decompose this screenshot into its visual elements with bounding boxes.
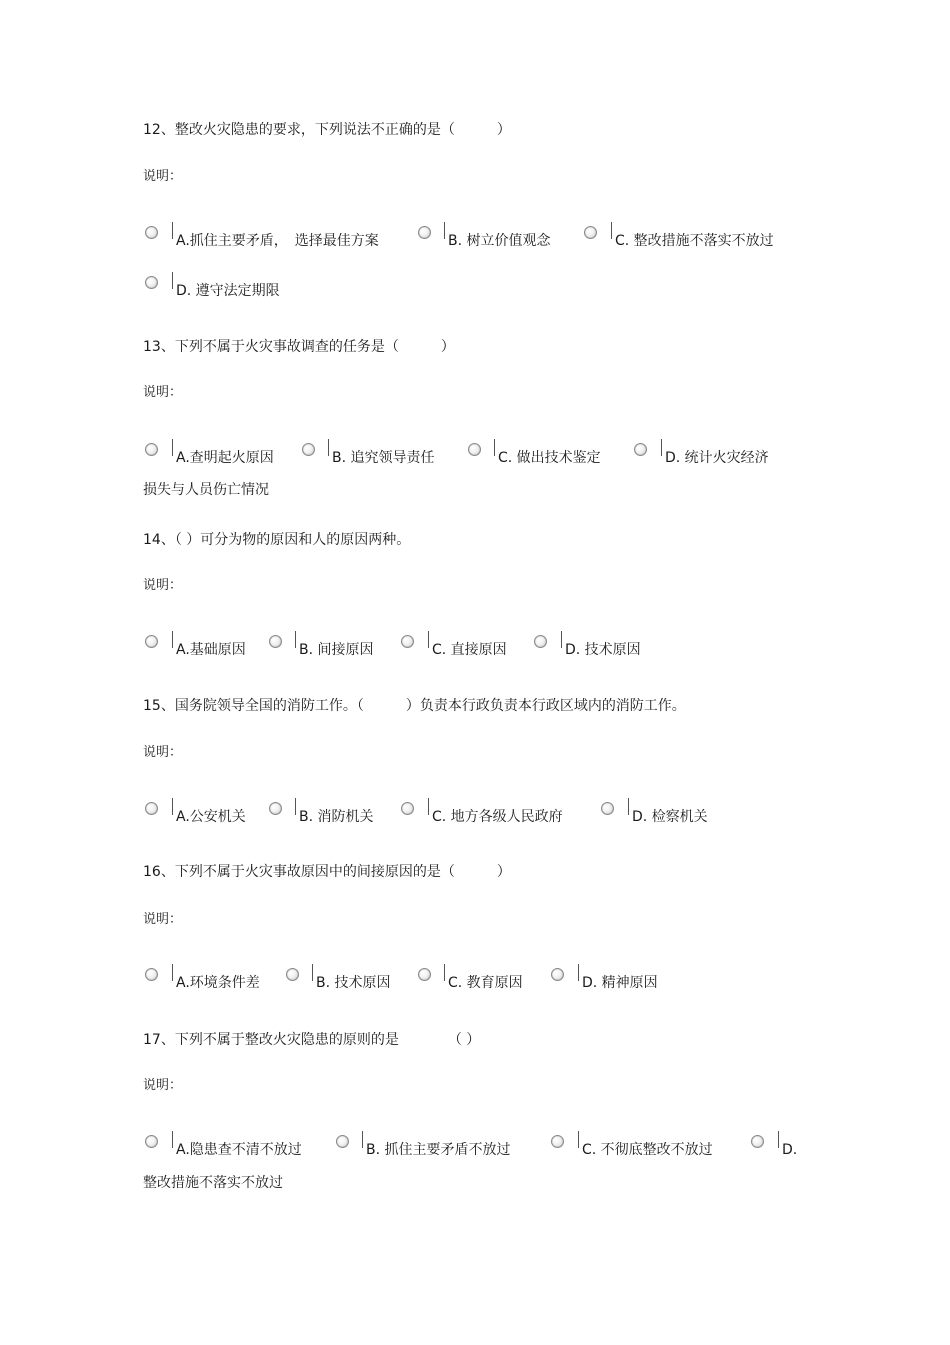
q12-option-b-label: B. 树立价值观念: [448, 233, 551, 249]
q16-option-a-label: A.环境条件差: [176, 975, 260, 991]
q16-option-b-label: B. 技术原因: [316, 975, 391, 991]
q15-option-c-divider: [428, 798, 429, 815]
q17-option-b-radio[interactable]: [336, 1135, 349, 1148]
q16-option-b-radio[interactable]: [286, 968, 299, 981]
question-16-note: 说明：: [143, 912, 183, 927]
q17-option-d-label: D.: [782, 1142, 798, 1158]
q12-option-c-label: C. 整改措施不落实不放过: [615, 233, 774, 249]
question-17-note: 说明：: [143, 1078, 183, 1093]
q13-option-a-divider: [172, 439, 173, 456]
question-15-note: 说明：: [143, 745, 183, 760]
question-13-note: 说明：: [143, 385, 183, 400]
q16-option-b-divider: [312, 964, 313, 981]
question-12-note: 说明：: [143, 169, 183, 184]
q15-option-b-radio[interactable]: [269, 802, 282, 815]
q13-option-d-continuation: 损失与人员伤亡情况: [143, 482, 269, 498]
q12-option-c-divider: [611, 222, 612, 239]
q16-option-d-label: D. 精神原因: [582, 975, 658, 991]
q14-option-a-divider: [172, 631, 173, 648]
q12-option-d-radio[interactable]: [145, 276, 158, 289]
q16-option-c-label: C. 教育原因: [448, 975, 523, 991]
q12-option-a-radio[interactable]: [145, 226, 158, 239]
q17-option-b-divider: [362, 1131, 363, 1148]
q15-option-b-divider: [295, 798, 296, 815]
question-17-title: 17、下列不属于整改火灾隐患的原则的是 （ ）: [143, 1032, 481, 1048]
q13-option-c-divider: [494, 439, 495, 456]
q14-option-b-label: B. 间接原因: [299, 642, 374, 658]
q16-option-a-divider: [172, 964, 173, 981]
q16-option-d-radio[interactable]: [551, 968, 564, 981]
q17-option-d-divider: [778, 1131, 779, 1148]
q14-option-d-divider: [561, 631, 562, 648]
question-14-note: 说明：: [143, 578, 183, 593]
q14-option-c-divider: [428, 631, 429, 648]
q12-option-a-label: A.抓住主要矛盾， 选择最佳方案: [176, 233, 379, 249]
question-13-title: 13、下列不属于火灾事故调查的任务是（ ）: [143, 339, 455, 355]
q12-option-a-divider: [172, 222, 173, 239]
q13-option-c-radio[interactable]: [468, 443, 481, 456]
q13-option-b-divider: [328, 439, 329, 456]
q14-option-c-label: C. 直接原因: [432, 642, 507, 658]
q13-option-a-radio[interactable]: [145, 443, 158, 456]
q15-option-a-radio[interactable]: [145, 802, 158, 815]
q17-option-c-divider: [578, 1131, 579, 1148]
q13-option-c-label: C. 做出技术鉴定: [498, 450, 601, 466]
q15-option-c-label: C. 地方各级人民政府: [432, 809, 563, 825]
q14-option-a-label: A.基础原因: [176, 642, 246, 658]
q15-option-d-divider: [628, 798, 629, 815]
question-15-title: 15、国务院领导全国的消防工作。（ ）负责本行政负责本行政区域内的消防工作。: [143, 698, 686, 714]
q14-option-d-label: D. 技术原因: [565, 642, 641, 658]
q17-option-a-radio[interactable]: [145, 1135, 158, 1148]
q13-option-b-label: B. 追究领导责任: [332, 450, 435, 466]
q16-option-c-divider: [444, 964, 445, 981]
q15-option-c-radio[interactable]: [401, 802, 414, 815]
q14-option-b-radio[interactable]: [269, 635, 282, 648]
q16-option-d-divider: [578, 964, 579, 981]
q17-option-d-continuation: 整改措施不落实不放过: [143, 1175, 283, 1191]
q16-option-a-radio[interactable]: [145, 968, 158, 981]
q17-option-b-label: B. 抓住主要矛盾不放过: [366, 1142, 511, 1158]
q14-option-d-radio[interactable]: [534, 635, 547, 648]
q17-option-a-divider: [172, 1131, 173, 1148]
q17-option-c-label: C. 不彻底整改不放过: [582, 1142, 713, 1158]
question-14-title: 14、（ ）可分为物的原因和人的原因两种。: [143, 532, 411, 548]
q15-option-a-divider: [172, 798, 173, 815]
q13-option-a-label: A.查明起火原因: [176, 450, 274, 466]
q15-option-b-label: B. 消防机关: [299, 809, 374, 825]
q17-option-a-label: A.隐患查不清不放过: [176, 1142, 302, 1158]
q13-option-d-divider: [661, 439, 662, 456]
q12-option-b-divider: [444, 222, 445, 239]
q13-option-d-radio[interactable]: [634, 443, 647, 456]
q15-option-a-label: A.公安机关: [176, 809, 246, 825]
q17-option-d-radio[interactable]: [751, 1135, 764, 1148]
question-16-title: 16、下列不属于火灾事故原因中的间接原因的是（ ）: [143, 864, 511, 880]
q14-option-c-radio[interactable]: [401, 635, 414, 648]
q14-option-a-radio[interactable]: [145, 635, 158, 648]
q16-option-c-radio[interactable]: [418, 968, 431, 981]
q12-option-c-radio[interactable]: [584, 226, 597, 239]
question-12-title: 12、整改火灾隐患的要求，下列说法不正确的是（ ）: [143, 122, 511, 138]
q13-option-d-label: D. 统计火灾经济: [665, 450, 769, 466]
q14-option-b-divider: [295, 631, 296, 648]
q13-option-b-radio[interactable]: [302, 443, 315, 456]
q15-option-d-radio[interactable]: [601, 802, 614, 815]
q12-option-d-label: D. 遵守法定期限: [176, 283, 280, 299]
q12-option-b-radio[interactable]: [418, 226, 431, 239]
q15-option-d-label: D. 检察机关: [632, 809, 708, 825]
q17-option-c-radio[interactable]: [551, 1135, 564, 1148]
q12-option-d-divider: [172, 272, 173, 289]
